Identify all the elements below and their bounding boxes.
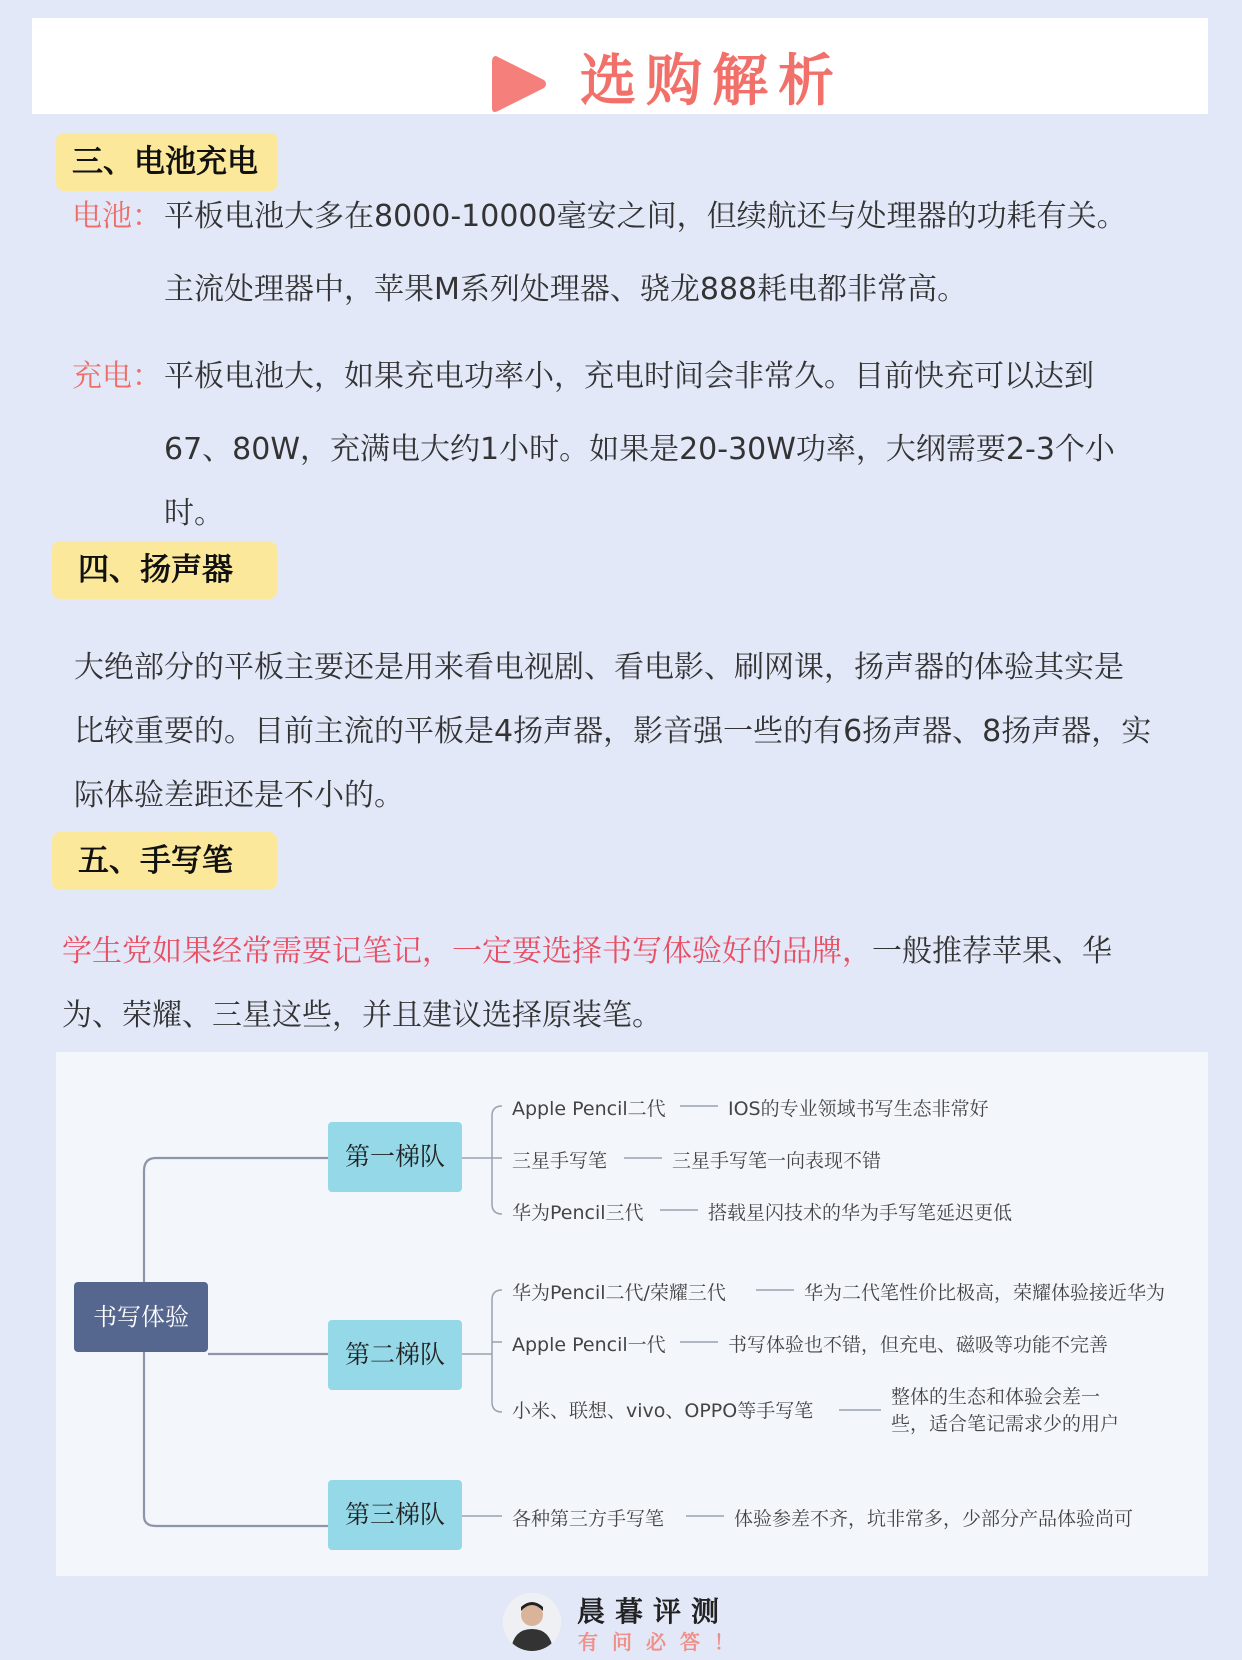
section-heading-pen: 五、手写笔 bbox=[52, 832, 277, 890]
leaf-name: 小米、联想、vivo、OPPO等手写笔 bbox=[512, 1400, 814, 1422]
speaker-line-2: 比较重要的。目前主流的平板是4扬声器，影音强一些的有6扬声器、8扬声器，实 bbox=[74, 714, 1152, 749]
leaf-desc: IOS的专业领域书写生态非常好 bbox=[728, 1098, 989, 1120]
page-title: 选购解析 bbox=[580, 49, 844, 114]
leaf-desc: 三星手写笔一向表现不错 bbox=[672, 1150, 882, 1172]
pen-line-1-rest: 一般推荐苹果、华 bbox=[872, 934, 1112, 969]
leaf-desc: 体验参差不齐，坑非常多，少部分产品体验尚可 bbox=[734, 1508, 1134, 1530]
avatar bbox=[503, 1593, 561, 1651]
speaker-line-3: 际体验差距还是不小的。 bbox=[74, 778, 404, 813]
tier-node-1: 第一梯队 bbox=[328, 1122, 462, 1192]
leaf-name: 各种第三方手写笔 bbox=[512, 1508, 665, 1530]
leaf-name: Apple Pencil二代 bbox=[512, 1098, 666, 1120]
charge-label: 充电： bbox=[72, 359, 162, 394]
leaf-name: Apple Pencil一代 bbox=[512, 1334, 666, 1356]
battery-row bbox=[72, 185, 1127, 249]
section-heading-speaker: 四、扬声器 bbox=[52, 541, 277, 599]
mindmap-connectors bbox=[56, 1052, 1208, 1576]
tier-node-3: 第三梯队 bbox=[328, 1480, 462, 1550]
leaf-desc-line-1: 整体的生态和体验会差一 bbox=[891, 1386, 1101, 1408]
play-icon bbox=[490, 52, 548, 116]
leaf-desc-line-2: 些，适合笔记需求少的用户 bbox=[891, 1413, 1120, 1435]
brand-slogan: 有问必答！ bbox=[578, 1630, 748, 1654]
speaker-line-1: 大绝部分的平板主要还是用来看电视剧、看电影、刷网课，扬声器的体验其实是 bbox=[74, 650, 1124, 685]
mindmap bbox=[56, 1052, 1208, 1576]
section-heading-battery: 三、电池充电 bbox=[56, 133, 278, 191]
title-banner bbox=[32, 18, 1208, 114]
leaf-desc: 书写体验也不错，但充电、磁吸等功能不完善 bbox=[728, 1334, 1109, 1356]
tier-node-2: 第二梯队 bbox=[328, 1320, 462, 1390]
battery-label: 电池： bbox=[72, 199, 162, 234]
battery-line-2: 主流处理器中，苹果M系列处理器、骁龙888耗电都非常高。 bbox=[164, 272, 968, 307]
leaf-name: 三星手写笔 bbox=[512, 1150, 608, 1172]
pen-highlight: 学生党如果经常需要记笔记，一定要选择书写体验好的品牌， bbox=[62, 934, 872, 969]
brand-name: 晨暮评测 bbox=[577, 1595, 730, 1628]
battery-line-1: 平板电池大多在8000-10000毫安之间，但续航还与处理器的功耗有关。 bbox=[164, 199, 1127, 234]
pen-line-2: 为、荣耀、三星这些，并且建议选择原装笔。 bbox=[62, 998, 662, 1033]
leaf-name: 华为Pencil三代 bbox=[512, 1202, 644, 1224]
leaf-desc: 华为二代笔性价比极高，荣耀体验接近华为 bbox=[804, 1282, 1166, 1304]
person-icon bbox=[503, 1593, 561, 1651]
leaf-name: 华为Pencil二代/荣耀三代 bbox=[512, 1282, 726, 1304]
charge-line-2: 67、80W，充满电大约1小时。如果是20-30W功率，大纲需要2-3个小 bbox=[164, 432, 1115, 467]
root-node: 书写体验 bbox=[74, 1282, 208, 1352]
charge-line-3: 时。 bbox=[164, 496, 224, 531]
leaf-desc: 搭载星闪技术的华为手写笔延迟更低 bbox=[708, 1202, 1013, 1224]
charge-line-1: 平板电池大，如果充电功率小，充电时间会非常久。目前快充可以达到 bbox=[164, 359, 1094, 394]
pen-line-1 bbox=[62, 926, 1112, 970]
charge-row bbox=[72, 345, 1094, 409]
